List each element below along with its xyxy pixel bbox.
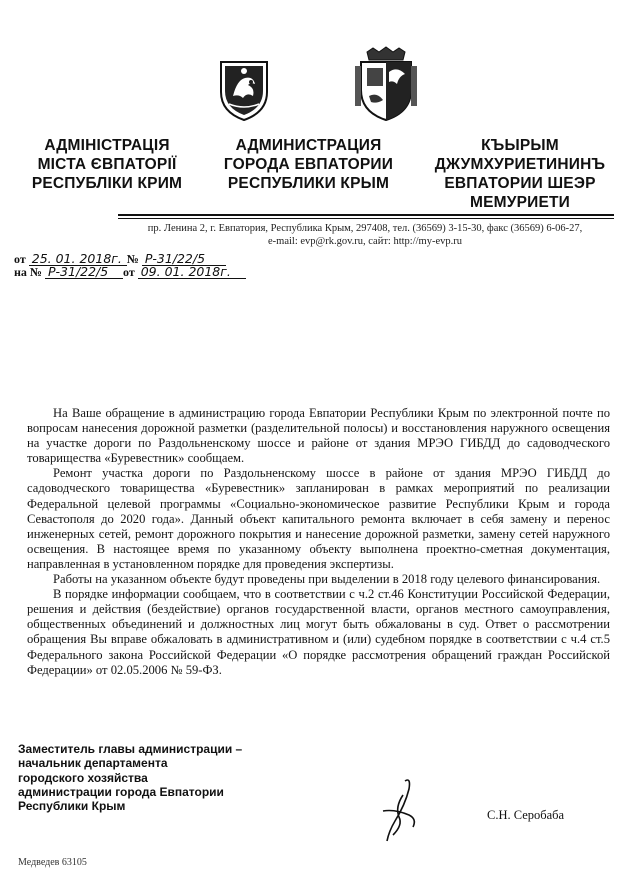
contact-email: e-mail: evp@rk.gov.ru, сайт: http://my-evp.ru — [268, 236, 462, 247]
on-number-label: на № — [14, 265, 42, 279]
header-divider-thick — [118, 214, 614, 216]
signatory-title-line: администрации города Евпатории — [18, 784, 224, 799]
body-paragraph: Ремонт участка дороги по Раздольненскому шоссе в районе от здания МРЭО ГИБДД до садоводческого товарищества «Буревестник» запланирован в рамках мероприятий по реализации Федеральной целевой программы «Социально-экономическое развитие Республики Крым и города Севастополя до 2020 года». Данный объект капитального ремонта включает в себя замену и перенос инженерных сетей, ремонт дорожного покрытия и нанесение дорожной разметки, замену сетей наружного освещения. В настоящее время по указанному объекту выполнена проектно-сметная документация, направленная в установленном порядке для проведения экспертизы. — [27, 466, 610, 571]
executor-note: Медведев 63105 — [18, 857, 87, 868]
body-paragraph: На Ваше обращение в администрацию города Евпатории Республики Крым по электронной почте по вопросам нанесения дорожной разметки (разделительной полосы) и восстановления наружного освещения на участке дороги по Раздольненскому шоссе и районе от здания МРЭО ГИБДД до садоводческого товарищества «Буревестник» сообщаем. — [27, 406, 610, 466]
ref-from-label: от — [122, 265, 135, 279]
contact-address: пр. Ленина 2, г. Евпатория, Республика Крым, 297408, тел. (36569) 3-15-30, факс (36569) 6-06-27, — [147, 223, 583, 234]
incoming-date: 09. 01. 2018г. — [138, 265, 246, 279]
signatory-title-line: Заместитель главы администрации – — [18, 742, 243, 756]
header-right-line: ДЖУМХУРИЕТИНИНЪ — [434, 156, 606, 173]
header-right-line: МЕМУРИЕТИ — [469, 194, 571, 211]
header-divider-thin — [118, 218, 614, 219]
header-center-line: АДМИНИСТРАЦИЯ — [235, 137, 382, 154]
signatory-title-line: начальник департамента — [18, 756, 168, 771]
signatory-title — [18, 742, 242, 813]
header-left-line: РЕСПУБЛІКИ КРИМ — [31, 175, 183, 192]
header-left-line: МІСТА ЄВПАТОРІЇ — [37, 156, 177, 173]
from-label: от — [14, 252, 26, 266]
handwritten-signature — [365, 775, 435, 847]
evpatoria-coat-of-arms-icon — [353, 46, 419, 122]
signatory-name: С.Н. Серобаба — [487, 808, 565, 822]
header-center-line: РЕСПУБЛИКИ КРЫМ — [227, 175, 390, 192]
body-paragraph: Работы на указанном объекте будут проведены при выделении в 2018 году целевого финансирования. — [53, 572, 601, 587]
header-right-line: КЪЫРЫМ — [481, 137, 559, 154]
number-label: № — [126, 252, 139, 266]
outgoing-date: 25. 01. 2018г. — [29, 252, 127, 266]
outgoing-number: Р-31/22/5 — [142, 252, 226, 266]
header-center-line: ГОРОДА ЕВПАТОРИИ — [223, 156, 394, 173]
header-right — [425, 136, 615, 212]
header-center — [216, 136, 401, 193]
header-left-line: АДМІНІСТРАЦІЯ — [44, 137, 170, 154]
signatory-title-line: городского хозяйства — [18, 770, 148, 785]
letter-body — [27, 406, 610, 678]
header-right-line: ЕВПАТОРИИ ШЕЭР — [444, 175, 596, 192]
crimea-coat-of-arms-icon — [215, 58, 273, 122]
header-left — [22, 136, 192, 193]
registration-incoming — [14, 265, 246, 280]
body-paragraph: В порядке информации сообщаем, что в соответствии с ч.2 ст.46 Конституции Российской Федерации, решения и действия (бездействие) органов государственной власти, органов местного самоуправления, общественных объединений и должностных лиц могут быть обжалованы в суд. Ответ о рассмотрении обращения Вы вправе обжаловать в административном и (или) судебном порядке в соответствии с ч.4 ст.5 Федерального закона Российской Федерации «О порядке рассмотрения обращений граждан Российской Федерации» от 02.05.2006 № 59-ФЗ. — [27, 587, 610, 677]
incoming-number: Р-31/22/5 — [45, 265, 123, 279]
signatory-title-line: Республики Крым — [18, 799, 126, 814]
